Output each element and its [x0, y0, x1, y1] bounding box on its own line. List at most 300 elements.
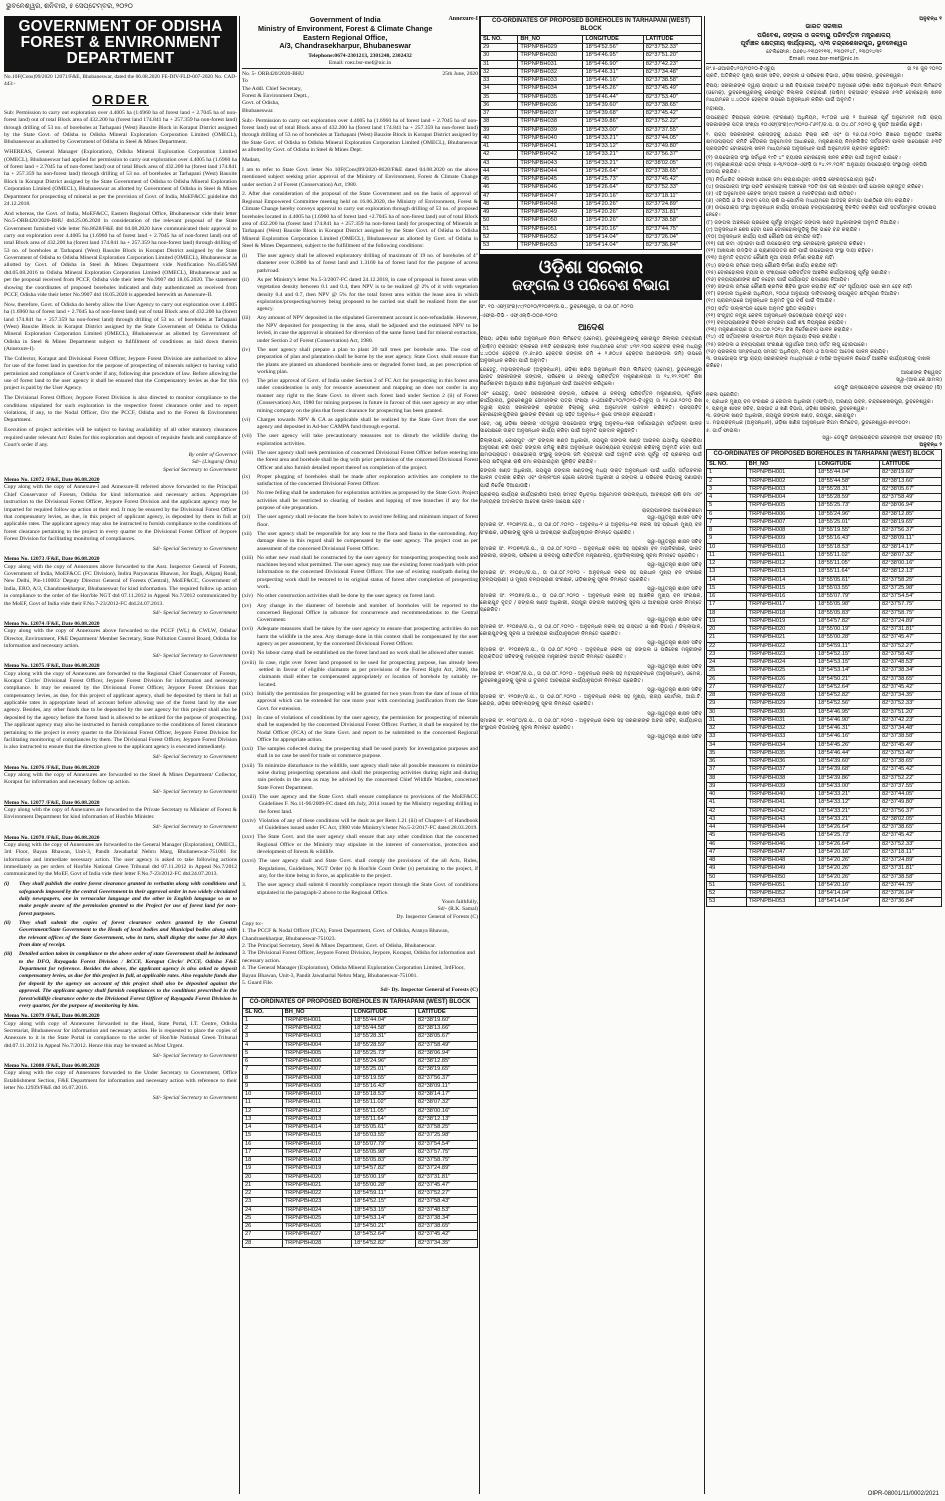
table-header-cell: LATITUDE — [643, 35, 701, 43]
table-row — [243, 1082, 478, 1090]
table-row — [481, 159, 702, 167]
table-cell: 18°55'44.04" — [815, 469, 879, 477]
publication-code: OIPR-08001/11/0002/2021 — [867, 1491, 939, 1498]
table-cell: 18°54'14.04" — [583, 233, 643, 241]
table-cell: 82°37'42.23" — [643, 60, 701, 68]
letter-addressee: To The Addl. Chief Secretary, Forest & Environment Deptt., Govt. of Odisha, Bhubaneswar. — [242, 78, 309, 114]
order-paragraph: And whereas, the Govt. of India, MoEF&CC, Eastern Regional Office, Bhubaneswar vide their letter No.5-ORB420/2020-BHU dtd.25.06.2020 in consideration of the relevant proposal of the State Government furnished vide letter No.8628/F&E dtd 04.08.2020 have communicated their approval to carry out exploration over 4.4005 ha (1.6960 ha of forest land + 2.7045 ha of non-forest land) out of total Block area of 432.200 ha (forest land 174.841 ha + 257.359 ha non-forest land) through drilling of 53 no. of boreholes at Tarhapani (West) Bauxite Block in Koraput District assigned by the State Government of Odisha to Odisha Mineral Exploration Corporation Limited (OMECL), Bhubaneswar as allotted by Govt. of Odisha in Steel & Mines Department vide Notification No.4505/SM dtd.05.08.2016 to Odisha Mineral Exploration Corporation Limited (OMECL), Bhubaneswar and as per the proposal received from PCCF, Odisha vide their letter No.9907 dtd 18.05.2020. The statement showing the coordinates of proposed boreholes indicated and duly authenticated as received from PCCF, Odisha vide their letter No.9907 dtd 18.05.2020 is appended herewith as Annexure-II. — [4, 210, 237, 298]
table-row — [243, 1173, 478, 1181]
odia-memo-signature: ସ୍ୱା-ସ୍ୱତନ୍ତ୍ର ଶାସନ ସଚିବ — [647, 663, 702, 670]
table-cell: 82°37'58.75" — [416, 1157, 478, 1165]
table-cell: 39 — [707, 782, 747, 790]
table-cell: TRPNPBH032 — [518, 68, 583, 76]
condition-number: 3. — [242, 882, 247, 889]
memo-signature: Sd/- Special Secretary to Government — [152, 652, 237, 659]
table-cell: 19 — [243, 1165, 283, 1173]
memo-heading: Memo No. 12079 /F&E, Date 06.08.2020 — [4, 1013, 100, 1020]
odia-letter-paragraph: ପ୍ରତି, ଅତିରିକ୍ତ ମୁଖ୍ୟ ଶାସନ ସଚିବ, ଜଙ୍ଗଲ ଓ ପରିବେଶ ବିଭାଗ, ଓଡ଼ିଶା ସରକାର, ଭୁବନେଶ୍ୱର। — [706, 73, 904, 80]
table-cell: TRPNPBH025 — [746, 667, 815, 675]
condition-text: The user agency shall prepare a plan to plant 20 tall trees per borehole area. The cost of preparation of plan and plantation shall be borne by the user agency. State Govt. shall ensure that the plants are planted on abandoned borehole area or degraded forest land, as per prescription of working plan. — [257, 346, 478, 375]
condition-number: (iv) — [242, 346, 251, 353]
table-cell: 26 — [243, 1223, 283, 1231]
condition-text: The user agency will take precautionary measures not to disturb the wildlife during the exploration activities. — [257, 433, 478, 447]
table-row — [707, 824, 942, 832]
table-cell: TRPNPBH038 — [746, 774, 815, 782]
table-cell: TRPNPBH049 — [746, 865, 815, 873]
odia-order-paragraph: ପ୍ରକଳ୍ପ କାର୍ଯ୍ୟର କାର୍ଯ୍ୟକାରିତା ଅନ୍ୟ ସମସ୍ତ ବିଧିବଦ୍ଧ ଅନୁମୋଦନ ଉପଲବ୍ଧତା, ଆବଶ୍ୟକ ରାଶି ଜମା ଏବଂ ମାନ୍ୟବର ଅଦାଲତର ଆଦେଶ ପାଳନ ସାପେକ୍ଷ ହେବ। — [480, 491, 702, 505]
table-cell: 18°55'05.61" — [815, 576, 879, 584]
memo-text: Copy along with the copy of Annexures above forwarded to the Asst. Inspector General of Forests, Government of India, MoEF&CC (FC Division), Indira Paryavaran Bhawan, Jor Bagh, Aliganj Road, New Delhi, Pin-110003/ Deputy Director General of Forests (Central), MoEF&CC, Government of India, ERO, A/3, Chandrasekharpur, Bhubaneswar for kind information. The required follow up action in compliance to the order of the Hon'ble NGT dtd 07.11.2012 in Appeal No.7/2012 communicated by the MoEF, Govt of India vide their F.No.7-23/2012-FC dtd.24.07.2013. — [4, 563, 237, 607]
odia-letter-paragraph: ୨. ରାଜ୍ୟ ସରକାରଙ୍କ ପ୍ରସ୍ତାବକୁ ଯଥାଯଥ ବିଚାର କରି ଏବଂ ତା ୧୬.୦୬.୨୦୨୦ ରିଖରେ ଅନୁଷ୍ଠିତ ଆଞ୍ଚଳିକ କ୍ଷମତାପ୍ରାପ୍ତ କମିଟି ବୈଠକର ଅନୁମୋଦନ ଆଧାରରେ, ମନ୍ତ୍ରଣାଳୟ ନିମ୍ନଲିଖିତ ସର୍ତ୍ତାବଳୀ ପାଳନ ସାପେକ୍ଷରେ ୫୩ଟି ପ୍ରସ୍ତାବିତ ବୋରହୋଲ୍ ଖନନ ମାଧ୍ୟମରେ ଅନୁସନ୍ଧାନ ପାଇଁ ଅନୁମୋଦନ ପ୍ରଦାନ କରୁଛନ୍ତି: — [706, 131, 942, 152]
table-cell: TRPNPBH031 — [518, 60, 583, 68]
table-cell: 82°37'25.98" — [880, 584, 942, 592]
table-cell: 42 — [707, 807, 747, 815]
order-reference: No.10F(Cons)99/2020 12071/F&E, Bhubaneswar, dated the 06.08.2020 FE-DIV-FLD-007-2020 No. CAD-443:- — [4, 73, 237, 87]
table-cell: 18°54'25.73" — [583, 176, 643, 184]
table-cell: 82°38'00.16" — [416, 1107, 478, 1115]
odia-letter-paragraph: ବିଷୟ: ସରକାରଙ୍କ ଦ୍ୱାରା ଇସ୍ପାତ ଓ ଖଣି ବିଭାଗରେ ଆବଣ୍ଟିତ ଅନୁସାରେ ଓଡ଼ିଶା ଖଣିଜ ଅନୁସନ୍ଧାନ ନିଗମ ଲିମିଟେଡ୍ (ଓମେକ୍), ଭୁବନେଶ୍ୱରଙ୍କୁ କୋରାପୁଟ ଜିଲ୍ଲାର ତରହାପାଣି (ପଶ୍ଚିମ) ବକ୍ସାଇଟ୍ ବ୍ଲକରେ ୫୩ଟି ବୋରହୋଲ୍ ଖନନ ମାଧ୍ୟମରେ ୪.୪୦୦୫ ହେକ୍ଟର ଉପରେ ଅନୁସନ୍ଧାନ କରିବା ପାଇଁ ଅନୁମତି। — [706, 82, 942, 103]
table-cell: TRPNPBH040 — [518, 134, 583, 142]
table-row — [707, 675, 942, 683]
table-cell: TRPNPBH011 — [746, 551, 815, 559]
condition-number: (xvi) — [242, 626, 253, 633]
table-cell: 18°55'18.53" — [815, 543, 879, 551]
table-cell: 18°55'00.19" — [351, 1173, 415, 1181]
instruction-number: (i) — [4, 881, 10, 888]
table-cell: 82°37'36.84" — [643, 242, 701, 250]
table-row — [243, 1107, 478, 1115]
table-row — [707, 815, 942, 823]
table-row — [707, 609, 942, 617]
condition-number: (x) — [242, 490, 249, 497]
table-cell: 18°54'52.56" — [583, 44, 643, 52]
table-cell: 18°54'14.04" — [583, 242, 643, 250]
banner-department: ଜଙ୍ଗଲ ଓ ପରିବେଶ ବିଭାଗ — [512, 278, 670, 295]
condition-number: (xv) — [242, 602, 252, 609]
table-row — [481, 200, 702, 208]
table-cell: 30 — [481, 52, 518, 60]
table-cell: 82°37'18.11" — [880, 848, 942, 856]
odia-copy-to-list — [706, 392, 942, 435]
table-cell: 38 — [707, 774, 747, 782]
table-cell: TRPNPBH001 — [746, 469, 815, 477]
table-cell: 18°55'05.61" — [351, 1124, 415, 1132]
table-cell: 18°55'11.64" — [815, 568, 879, 576]
borehole-table — [242, 1008, 478, 1248]
memo-instructions — [4, 881, 237, 1010]
table-cell: TRPNPBH028 — [746, 692, 815, 700]
table-row — [707, 518, 942, 526]
table-header-cell: SL NO. — [243, 1008, 283, 1016]
table-cell: TRPNPBH026 — [746, 675, 815, 683]
table-cell: TRPNPBH045 — [746, 832, 815, 840]
table-cell: 18°54'52.82" — [351, 1239, 415, 1247]
condition-item — [242, 691, 478, 713]
table-cell: TRPNPBH012 — [746, 560, 815, 568]
table-cell: 82°38'12.85" — [416, 1058, 478, 1066]
borehole-table-caption: CO-ORDINATES OF PROPOSED BOREHOLES IN TARHAPANI (WEST) BLOCK — [242, 997, 478, 1008]
odia-memo: ସ୍ମାରକ ସଂ. ୧୨୦୭୬/ଜ.ପ., ତା ୦୬.୦୮.୨୦୨୦ - ଅନୁବନ୍ଧର ନକଲ ସହ ଇସ୍ପାତ ଓ ଖଣି ବିଭାଗ / ଜିଲ୍ଲାପାଳ, କୋରାପୁଟଙ୍କୁ ସୂଚନା ଓ ଆବଶ୍ୟକ କାର୍ଯ୍ୟାନୁଷ୍ଠାନ ନିମନ୍ତେ ପ୍ରେରିତ। — [480, 623, 702, 637]
table-cell: TRPNPBH023 — [282, 1198, 351, 1206]
banner-government: ଓଡ଼ିଶା ସରକାର — [538, 257, 644, 278]
table-cell: 41 — [481, 143, 518, 151]
condition-number: (xvii) — [242, 650, 255, 657]
table-cell: 28 — [243, 1239, 283, 1247]
table-cell: TRPNPBH008 — [746, 527, 815, 535]
condition-item — [242, 555, 478, 592]
table-cell: 35 — [707, 749, 747, 757]
condition-item — [242, 603, 478, 625]
table-cell: 82°37'58.49" — [880, 494, 942, 502]
odia-letter-column — [706, 16, 942, 1494]
memo-text: Copy along with the copy of Annexures are forwarded to the Steel & Mines Department/ Collector, Koraput for information and necessary follow up action. — [4, 771, 237, 786]
condition-number: (xii) — [242, 530, 252, 537]
odia-condition-item: (୨୪) ଏହି ସର୍ତ୍ତାବଳୀର ଉଲ୍ଲଂଘନ ନିୟମ ଅନୁଯାୟୀ ବିଚାର କରାଯିବ। — [706, 334, 840, 341]
table-cell: 52 — [481, 233, 518, 241]
table-row — [707, 626, 942, 634]
table-row — [707, 725, 942, 733]
table-row — [707, 527, 942, 535]
odia-condition-item: (୭) ଉପଭୋକ୍ତା ସଂସ୍ଥା ଅନୁସନ୍ଧାନ କାର୍ଯ୍ୟ ସମୟରେ ବନ୍ୟପ୍ରାଣୀଙ୍କୁ ବିଚଳିତ ନକରିବା ପାଇଁ ସତର୍କତାମୂଳକ ପଦକ୍ଷେପ ନେବେ। — [706, 205, 937, 219]
table-cell: 18°54'33.21" — [583, 159, 643, 167]
table-cell: TRPNPBH015 — [746, 584, 815, 592]
table-cell: 82°37'45.49" — [643, 85, 701, 93]
table-row — [243, 1074, 478, 1082]
table-row — [707, 477, 942, 485]
table-cell: TRPNPBH023 — [746, 650, 815, 658]
table-cell: 82°37'57.75" — [880, 601, 942, 609]
letter-subject: Sub:- Permission to carry out exploration over 4.4005 ha (1.6960 ha of forest land + 2.7045 ha of non-forest land) out of total Block area of 432.200 ha (forest land 174.841 ha + 257.359 ha non-forest land) through drilling of 53 no of boreholes at Tarhapani (West) Bauxite Block in Koraput District assigned by the State Govt. of Odisha to Odisha Mineral Exploration Corporation Limited (OMECL), Bhubaneswar as allotted by Govt. of Odisha in Steel & Mines Dept. — [242, 117, 478, 153]
table-cell: 82°37'52.27" — [416, 1190, 478, 1198]
table-cell: 18°54'53.14" — [351, 1214, 415, 1222]
table-cell: 46 — [481, 184, 518, 192]
table-cell: TRPNPBH037 — [518, 110, 583, 118]
table-cell: 82°37'52.33" — [643, 44, 701, 52]
table-row — [243, 1033, 478, 1041]
table-cell: 82°37'26.04" — [880, 890, 942, 898]
table-cell: 82°37'49.80" — [880, 799, 942, 807]
table-cell: 40 — [481, 134, 518, 142]
masthead — [6, 2, 939, 15]
table-cell: 18°55'00.28" — [351, 1181, 415, 1189]
table-cell: TRPNPBH032 — [746, 725, 815, 733]
table-cell: 18°55'25.73" — [815, 502, 879, 510]
table-row — [243, 1132, 478, 1140]
table-cell: TRPNPBH022 — [282, 1190, 351, 1198]
table-cell: 18°54'57.82" — [351, 1165, 415, 1173]
table-cell: 35 — [481, 93, 518, 101]
odia-government-banner — [480, 254, 702, 299]
condition-text: Any change in the diameter of borehole and number of boreholes will be reported to the concerned Regional Office in advance for concurrence and recommendations to the Central Government. — [257, 602, 478, 624]
copy-item: ୫. ଗାର୍ଡ ଫାଇଲ। — [706, 427, 741, 434]
table-row — [243, 1115, 478, 1123]
table-cell: 18°54'46.95" — [583, 52, 643, 60]
table-row — [481, 217, 702, 225]
letter-paragraph-1: I am to refer to State Govt. letter No 10F(Cons)99/2020-8628/F&E dated 04.08.2020 on the above mentioned subject seeking prior approval of the Ministry of Environment, Forest & Climate Change under section 2 of Forest (Conservation) Act, 1980. — [242, 166, 478, 188]
table-cell: TRPNPBH034 — [518, 85, 583, 93]
table-cell: 82°37'31.81" — [880, 865, 942, 873]
table-row — [243, 1190, 478, 1198]
table-row — [243, 1148, 478, 1156]
table-cell: 82°37'45.42" — [880, 766, 942, 774]
table-cell: 82°37'37.55" — [643, 126, 701, 134]
table-cell: TRPNPBH041 — [518, 143, 583, 151]
table-row — [481, 192, 702, 200]
table-cell: 82°37'52.33" — [880, 700, 942, 708]
table-row — [481, 242, 702, 250]
table-cell: 18°54'20.16" — [583, 192, 643, 200]
condition-text: The user agency shall be responsible for any loss to the flora and fauna in the surrounding. Any damage done in this regard shall be compensated by the user agency. The project cost as per assessment of the concerned Divisional Forest Officer. — [257, 530, 478, 552]
table-cell: 82°37'58.25" — [416, 1124, 478, 1132]
table-cell: TRPNPBH018 — [282, 1157, 351, 1165]
table-cell: TRPNPBH045 — [518, 176, 583, 184]
table-cell: TRPNPBH050 — [746, 873, 815, 881]
table-cell: 9 — [243, 1082, 283, 1090]
table-cell: 47 — [481, 192, 518, 200]
table-header-cell: BH_NO — [282, 1008, 351, 1016]
table-cell: 53 — [707, 898, 747, 906]
table-cell: TRPNPBH020 — [746, 626, 815, 634]
table-cell: 2 — [707, 477, 747, 485]
table-cell: 82°38'14.17" — [416, 1091, 478, 1099]
table-cell: 82°37'38.34" — [880, 667, 942, 675]
table-cell: TRPNPBH029 — [518, 44, 583, 52]
table-cell: TRPNPBH006 — [746, 510, 815, 518]
letter-paragraph-2: 2. After due consideration of the proposal of the State Government and on the basis of approval of Regional Empowered Committee meeting held on 16.06.2020, the Ministry of Environment, Forest & Climate Change hereby conveys approval to carry out exploration through drilling of 53 no. of proposed boreholes located in 4.4005 ha (1.6960 ha of forest land +2.7045 ha of non-forest land) out of total Block area of 432.200 ha (forest land 174.841 ha + 257.359 ha non-forest land) for prospecting of Minerals at Tarhapani (West) Bauxite Block in Koraput District assigned by the State Govt. of Odisha to Odisha Mineral Exploration Corporation Limited (OMECL), Bhubaneswar as allotted by Govt. of Odisha in Steel & Mines Department, subject to the fulfillment of the following conditions: — [242, 191, 478, 249]
signature-line: Sd/- (Lingaraj Otta) — [191, 459, 237, 466]
copy-item: ୪. ମହାପ୍ରବନ୍ଧକ (ଅନୁସନ୍ଧାନ), ଓଡ଼ିଶା ଖଣିଜ ଅନୁସନ୍ଧାନ ନିଗମ ଲିମିଟେଡ୍, ଭୁବନେଶ୍ୱର-୭୫୧୦୦୧। — [706, 420, 911, 427]
table-cell: 29 — [707, 700, 747, 708]
condition-item — [242, 763, 478, 793]
table-cell: TRPNPBH004 — [282, 1041, 351, 1049]
condition-text: Initially the permission for prospecting will be granted for two years from the date of issue of this approval which can be extended for one more year with convincing justification from the State Govt. for extension. — [257, 690, 478, 712]
odia-ministry-telephone: ଟେଲିଫୋନ: ୦୬୭୪-୨୩୦୧୨୧୩, ୨୩୦୧୨୪୮, ୨୩୦୨୪୩୨ — [766, 48, 882, 55]
table-cell: 18°54'33.21" — [815, 791, 879, 799]
table-header-cell: LONGITUDE — [583, 35, 643, 43]
table-row — [707, 857, 942, 865]
table-cell: 6 — [707, 510, 747, 518]
condition-number: (xxv) — [242, 834, 255, 841]
table-cell: 18°54'20.16" — [583, 225, 643, 233]
table-row — [481, 151, 702, 159]
table-row — [243, 1223, 478, 1231]
copy-item: ୩. ଜଙ୍ଗଲ ଖଣ୍ଡ ଅଧିକାରୀ, ଜୟପୁର ଜଙ୍ଗଲ ଖଣ୍ଡ, ଜୟପୁର, କୋରାପୁଟ। — [706, 413, 857, 420]
table-cell: 16 — [707, 593, 747, 601]
table-cell: 18°54'52.15" — [351, 1198, 415, 1206]
condition-number: (xiii) — [242, 554, 254, 561]
table-cell: 18°55'05.98" — [815, 601, 879, 609]
table-cell: 53 — [481, 242, 518, 250]
odia-letter-paragraph: ଉପରୋକ୍ତ ବିଷୟରେ ଜଙ୍ଗଲ (ସଂରକ୍ଷଣ) ଅଧିନିୟମ, ୧୯୮୦ର ଧାରା ୨ ଅଧୀନରେ ପୂର୍ବ ଅନୁମୋଦନ ମାଗି ରାଜ୍ୟ ସରକାରଙ୍କ ପତ୍ର ସଂଖ୍ୟା ୧୦ଏଫ୍(ସଂର)୯୯/୨୦୨୦-୮୬୨୮/ଜ.ପ. ତା ୦୪.୦୮.୨୦୨୦ କୁ ଦୃଷ୍ଟି ଆକର୍ଷଣ କରୁଛି। — [706, 115, 942, 129]
table-cell: 50 — [481, 217, 518, 225]
closing-line: Yours faithfully, — [441, 898, 478, 905]
table-cell: 24 — [243, 1206, 283, 1214]
ministry-email: Email: roez.bsr-mef@nic.in — [242, 60, 478, 68]
table-cell: 18°54'33.12" — [815, 799, 879, 807]
table-cell: 18°54'39.68" — [583, 110, 643, 118]
table-cell: 23 — [707, 650, 747, 658]
condition-text: No other new road shall be constructed by the user agency for transporting prospecting tools and machines beyond what permitted. The user agency may use the existing forest road/path with prior information to the concerned Divisional Forest Officer. The use of existing road/path during the prospecting work shall be restored to its original status of forest after completion of prospecting work. — [257, 554, 478, 591]
table-cell: 18°54'46.31" — [583, 68, 643, 76]
table-cell: 82°37'58.25" — [880, 576, 942, 584]
condition-item — [242, 593, 478, 600]
table-cell: TRPNPBH043 — [746, 815, 815, 823]
memo-signature: Sd/- Special Secretary to Government — [152, 824, 237, 831]
table-cell: TRPNPBH037 — [746, 766, 815, 774]
table-cell: 18°54'46.90" — [583, 60, 643, 68]
table-cell: TRPNPBH018 — [746, 609, 815, 617]
condition-text: As per Ministry's letter No.5-3/2007-FC dated 24.12.2018, in case of proposal in forest areas with vegetation density between 0.1 and 0.4, then NPV is to be realized @ 2% of it with vegetation density 0.4 and 0.7, then NPV @ 5% for the total forest area within the lease area in which exploration/prospecting/survey being proposed to be carried out shall be realized from the user agency. — [257, 276, 478, 313]
borehole-table-caption: CO-ORDINATES OF PROPOSED BOREHOLES IN TARHAPANI (WEST) BLOCK — [706, 449, 942, 460]
table-cell: TRPNPBH033 — [518, 77, 583, 85]
table-cell: TRPNPBH026 — [282, 1223, 351, 1231]
table-cell: 18°54'53.14" — [815, 667, 879, 675]
odia-ministry-email: Email: roez.bsr-mef@nic.in — [706, 56, 942, 64]
table-cell: 45 — [481, 176, 518, 184]
table-cell: TRPNPBH027 — [746, 683, 815, 691]
condition-number: (xiv) — [242, 593, 253, 600]
table-row — [481, 60, 702, 68]
table-cell: 18°55'07.79" — [815, 593, 879, 601]
table-row — [707, 576, 942, 584]
table-cell: TRPNPBH011 — [282, 1099, 351, 1107]
table-cell: TRPNPBH042 — [518, 151, 583, 159]
table-cell: 82°37'45.42" — [880, 683, 942, 691]
table-cell: 82°37'45.47" — [416, 1181, 478, 1189]
table-row — [243, 1214, 478, 1222]
table-cell: 21 — [243, 1181, 283, 1189]
table-row — [707, 601, 942, 609]
table-cell: 18°54'20.26" — [815, 857, 879, 865]
borehole-table — [706, 460, 942, 907]
table-cell: 18 — [243, 1157, 283, 1165]
table-row — [243, 1231, 478, 1239]
memo-heading: Memo No. 12080 /F&E, Date 06.08.2020 — [4, 1063, 100, 1070]
table-cell: 5 — [707, 502, 747, 510]
condition-item — [242, 531, 478, 553]
table-cell: 18°55'44.58" — [351, 1025, 415, 1033]
table-cell: TRPNPBH053 — [746, 898, 815, 906]
table-cell: 10 — [243, 1091, 283, 1099]
table-cell: 82°38'12.13" — [880, 568, 942, 576]
table-cell: 82°37'37.55" — [880, 782, 942, 790]
table-row — [707, 799, 942, 807]
table-row — [707, 741, 942, 749]
odia-memo-list — [480, 522, 702, 741]
condition-text: The user agency and the State Govt. shall ensure compliance to provisions of the MoEF&CC Guidelines F. No.11-96/2009-FC dated 4th July, 2014 issued by the Ministry regarding drilling in the forest land. — [258, 793, 478, 815]
table-row — [481, 44, 702, 52]
condition-item — [242, 474, 478, 489]
table-row — [243, 1124, 478, 1132]
table-cell: 43 — [707, 815, 747, 823]
table-cell: 18°54'14.04" — [815, 890, 879, 898]
table-cell: 18°54'45.26" — [815, 741, 879, 749]
table-cell: 18°54'33.00" — [583, 126, 643, 134]
table-row — [707, 543, 942, 551]
table-row — [243, 1239, 478, 1247]
table-cell: 18°54'14.04" — [815, 898, 879, 906]
ministry-letterhead: Government of India Ministry of Environment, Forest & Climate Change Eastern Regional Office, A/3, Chandrasekharpur, Bhubaneswar — [258, 16, 433, 51]
odia-memo: ସ୍ମାରକ ସଂ. ୧୨୦୭୭/ଜ.ପ., ତା ୦୬.୦୮.୨୦୨୦ - ଅନୁବନ୍ଧର ନକଲ ସହ ଜଙ୍ଗଲ ଓ ପରିବେଶ ମନ୍ତ୍ରୀଙ୍କ ବ୍ୟକ୍ତିଗତ ସଚିବଙ୍କୁ ମାନ୍ୟବର ମନ୍ତ୍ରୀଙ୍କ ଅବଗତି ନିମନ୍ତେ ପ୍ରେରିତ। — [480, 647, 702, 661]
table-cell: 18°54'52.82" — [815, 692, 879, 700]
table-cell: 82°37'34.35" — [416, 1239, 478, 1247]
order-signature — [4, 452, 237, 474]
table-cell: 82°37'52.33" — [643, 184, 701, 192]
memo-text: Copy along with the copy of Annexures are forwarded to the General Manager (Exploration), OMECL, 3rd Floor, Bayan Bhawan, Unit-3, Pandit Jawaharlal Nehru Marg, Bhubaneswar-751001 for information and immediate necessary action. The user agency is asked to take following actions immediately as per orders of Hon'ble National Green Tribunal dtd 07.11.2012 in Appeal No.7/2012 communicated by the MoEF, Govt of India vide their letter F.No.7-23/2012-FC dtd.24.07.2013. — [4, 841, 237, 878]
condition-item — [242, 417, 478, 432]
table-cell: 18°54'33.21" — [583, 134, 643, 142]
condition-item — [242, 315, 478, 345]
table-row — [243, 1058, 478, 1066]
table-cell: 18°54'52.56" — [815, 700, 879, 708]
table-cell: 45 — [707, 832, 747, 840]
table-cell: 30 — [707, 708, 747, 716]
table-cell: 82°38'05.67" — [416, 1033, 478, 1041]
table-row — [243, 1041, 478, 1049]
odia-condition-item: (୧୫) ବୋରହୋଲର ବ୍ୟାସ ବା ସଂଖ୍ୟାରେ ପରିବର୍ତ୍ତନ ଆଞ୍ଚଳିକ କାର୍ଯ୍ୟାଳୟକୁ ପୂର୍ବରୁ ଜଣାଯିବ। — [706, 269, 890, 276]
table-cell: 82°38'19.65" — [880, 518, 942, 526]
signature-line: ରାଜ୍ୟପାଳଙ୍କ ଆଦେଶକ୍ରମେ — [642, 508, 702, 515]
condition-text: The user agency shall be allowed exploratory drilling of maximum of 19 no. of boreholes of 4" diameter over 0.3800 ha of forest land and 1.3160 ha of forest land for the purpose of access path/road. — [257, 252, 478, 274]
table-cell: TRPNPBH017 — [746, 601, 815, 609]
table-cell: 40 — [707, 791, 747, 799]
copy-item: 1. The PCCF & Nodal Officer (FCA), Forest Department, Govt. of Odisha, Aranya Bhawan, Chandrasekharpur, Bhubaneswar-751023. — [242, 928, 449, 942]
memo-text: Copy along with the copy of Annexures above forwarded to the PCCF (WL) & CWLW, Odisha/ Director, Environment, F&E Department/ Member Secretary, State Pollution Control Board, Odisha for information and necessary action. — [4, 628, 237, 649]
copy-item: 2. The Principal Secretary, Steel & Mines Department, Govt. of Odisha, Bhubaneswar. — [242, 943, 436, 950]
table-cell: 82°37'58.49" — [416, 1041, 478, 1049]
table-cell: 3 — [243, 1033, 283, 1041]
table-cell: TRPNPBH014 — [746, 576, 815, 584]
table-cell: 25 — [707, 667, 747, 675]
table-cell: 82°37'38.34" — [416, 1214, 478, 1222]
odia-condition-item: (୬) ଏନ୍‌ପିଭି ଓ ସିଏ ବାବଦ ଦେୟ ରାଶି ଇ-ପୋର୍ଟାଲ ମାଧ୍ୟମରେ ଆଡହକ୍ କାମ୍ପା ପାଣ୍ଠିରେ ଜମା କରାଯିବ। — [706, 198, 913, 205]
table-cell: 18°55'24.96" — [815, 510, 879, 518]
table-row — [707, 692, 942, 700]
memo-signature: Sd/- Special Secretary to Government — [152, 789, 237, 796]
condition-text: Charges towards NPV & CA as applicable shall be realized by the State Govt from the user agency and deposited in Ad-hoc CAMPA fund through e-portal. — [257, 416, 478, 431]
odia-condition-item: (୨୧) ସଂଗୃହୀତ ନମୁନା କେବଳ ଅନୁସନ୍ଧାନ ଉଦ୍ଦେଶ୍ୟରେ ବ୍ୟବହୃତ ହେବ। — [706, 312, 847, 319]
table-cell: 18°54'20.26" — [583, 217, 643, 225]
table-cell: TRPNPBH001 — [282, 1016, 351, 1024]
table-cell: TRPNPBH041 — [746, 799, 815, 807]
condition-number: (v) — [242, 378, 249, 385]
odia-condition-item: (୧୧) ଗଛ କଟା ଏଡ଼ାଇବା ପାଇଁ ଉପଭୋକ୍ତା ସଂସ୍ଥା ବୋରହୋଲ୍ ସ୍ଥାନାନ୍ତର କରିବେ। — [706, 241, 866, 248]
table-header-cell: LATITUDE — [416, 1008, 478, 1016]
table-cell: 12 — [243, 1107, 283, 1115]
table-cell: TRPNPBH048 — [746, 857, 815, 865]
moef-letter-column — [242, 16, 478, 1494]
condition-text: The prior approval of Govt. of India under Section 2 of FC Act for prospecting in this forest area under consideration is only for resource assessment and mapping an does not confer in any manner any right to the State Govt. to divert such forest land under Section 2 (ii) of Forest (Conservation) Act, 1980 for mining purposes in future in favour of this user agency or any other mining company on the plea that forest clearance for prospecting has been granted. — [257, 378, 478, 414]
table-cell: 21 — [707, 634, 747, 642]
table-cell: 82°37'44.75" — [880, 881, 942, 889]
odia-order-heading: ଆଦେଶ — [577, 322, 605, 333]
table-cell: TRPNPBH003 — [282, 1033, 351, 1041]
table-cell: 82°37'38.58" — [643, 217, 701, 225]
table-cell: 18°54'59.11" — [351, 1190, 415, 1198]
table-cell: TRPNPBH009 — [746, 535, 815, 543]
table-cell: 13 — [707, 568, 747, 576]
condition-number: (ii) — [242, 276, 249, 283]
odia-condition-item: (୨୬) ପ୍ରକଳ୍ପ ସମ୍ବନ୍ଧୀୟ ସମସ୍ତ ଅଧିନିୟମ, ନିୟମ ଓ ଅଦାଲତ ଆଦେଶ ପାଳନ କରାଯିବ। — [706, 348, 889, 355]
table-cell: TRPNPBH019 — [282, 1165, 351, 1173]
odia-order-reference-2: -ଏଫ୍‌ଇ-ଡିଭି - ଏଫ୍‌ଏଲ୍‌ଡି-୦୦୭-୨୦୨୦ — [480, 312, 558, 319]
table-cell: TRPNPBH046 — [746, 840, 815, 848]
condition-item — [242, 433, 478, 448]
odia-condition-item: (୧୬) ବନ୍ୟପ୍ରାଣୀଙ୍କ କ୍ଷତି ନହେବା ପାଇଁ ପର୍ଯ୍ୟାପ୍ତ ପଦକ୍ଷେପ ନିଆଯିବ। — [706, 276, 850, 283]
table-cell: 18°55'00.19" — [815, 626, 879, 634]
table-cell: 14 — [707, 576, 747, 584]
table-cell: 82°38'14.17" — [880, 543, 942, 551]
